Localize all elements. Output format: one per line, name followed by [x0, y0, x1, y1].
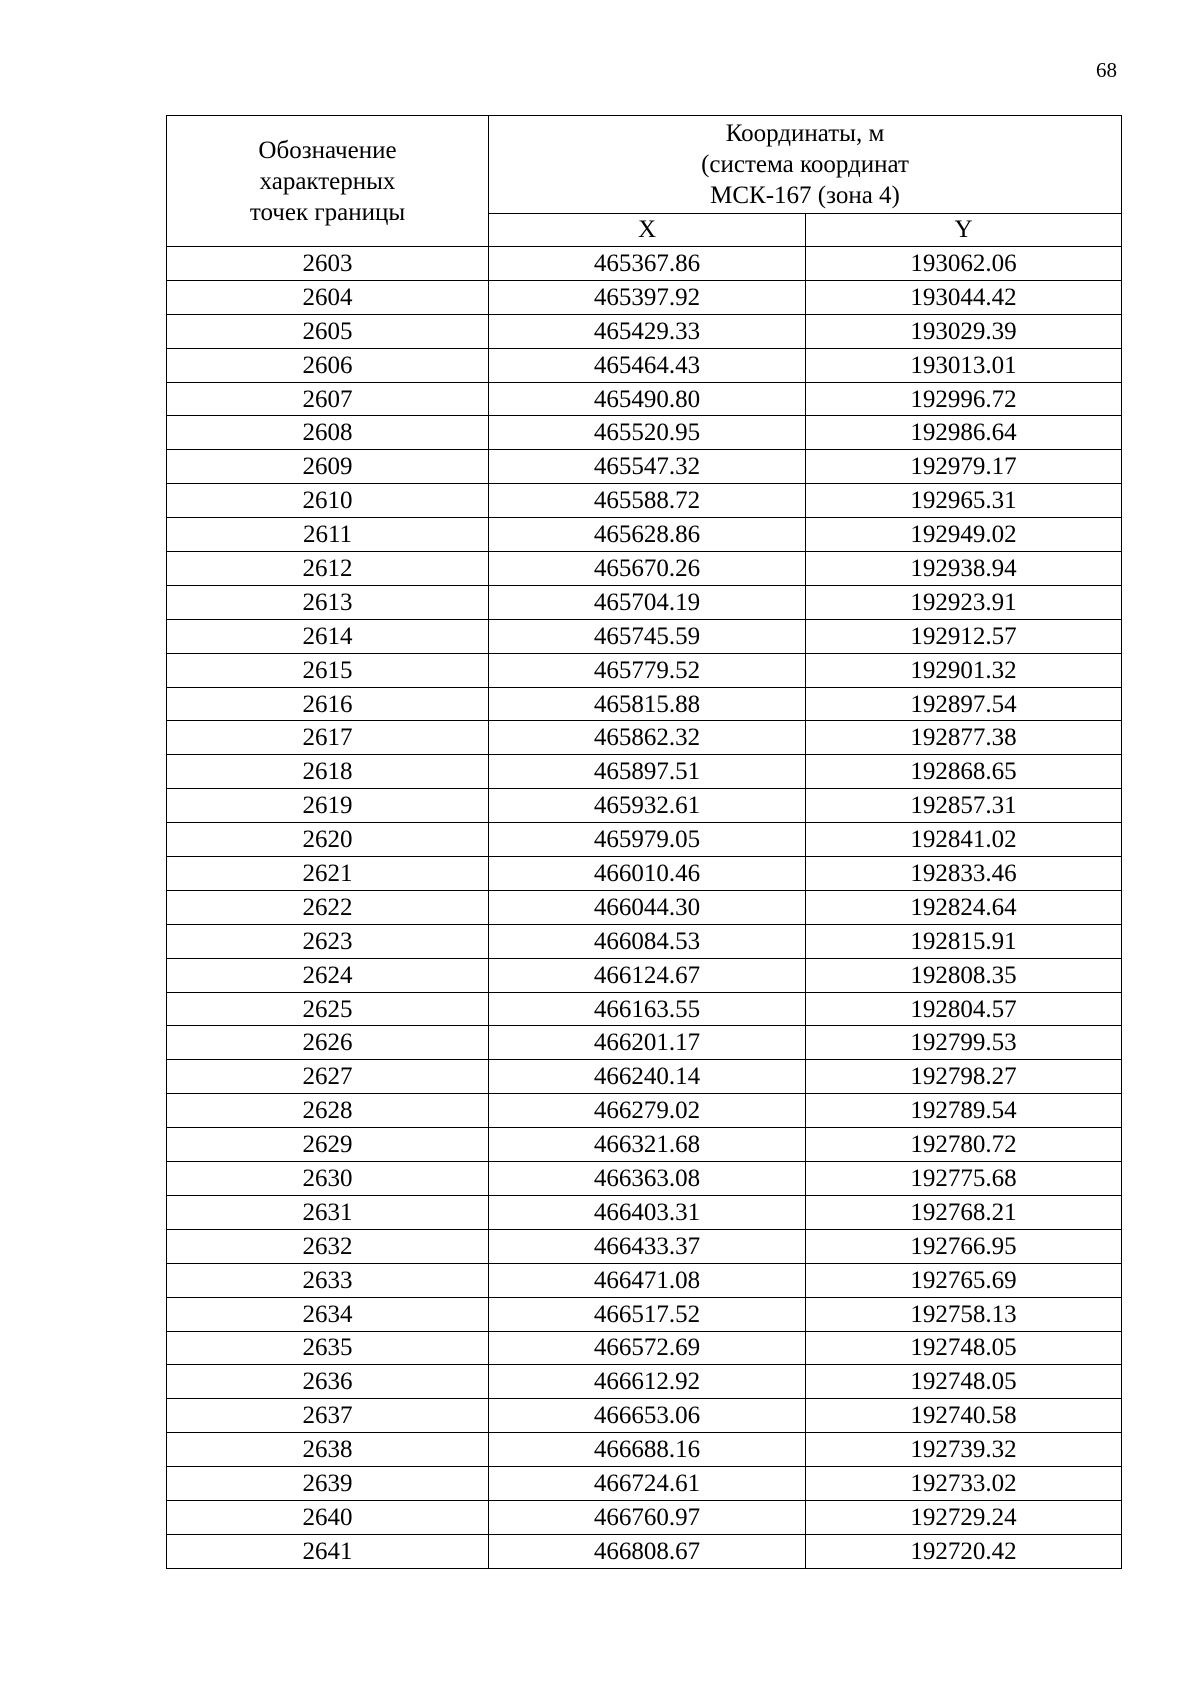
table-row — [167, 1094, 1122, 1128]
y-coordinate-cell: 192720.42 — [806, 1534, 1122, 1568]
point-number-cell: 2628 — [167, 1094, 489, 1128]
table-row — [167, 1026, 1122, 1060]
x-coordinate-cell: 465588.72 — [489, 484, 806, 518]
point-number-cell: 2610 — [167, 484, 489, 518]
y-coordinate-cell: 192808.35 — [806, 958, 1122, 992]
table-row — [167, 1433, 1122, 1467]
table-row — [167, 552, 1122, 586]
x-coordinate-cell: 465979.05 — [489, 823, 806, 857]
y-coordinate-cell: 192798.27 — [806, 1060, 1122, 1094]
x-coordinate-cell: 465397.92 — [489, 280, 806, 314]
y-coordinate-cell: 192824.64 — [806, 890, 1122, 924]
table-row — [167, 382, 1122, 416]
point-number-cell: 2623 — [167, 924, 489, 958]
table-row — [167, 619, 1122, 653]
y-coordinate-cell: 192799.53 — [806, 1026, 1122, 1060]
x-coordinate-cell: 466433.37 — [489, 1229, 806, 1263]
point-number-cell: 2620 — [167, 823, 489, 857]
point-number-cell: 2604 — [167, 280, 489, 314]
x-coordinate-cell: 466084.53 — [489, 924, 806, 958]
table-row — [167, 314, 1122, 348]
table-row — [167, 280, 1122, 314]
y-coordinate-cell: 192986.64 — [806, 416, 1122, 450]
y-coordinate-cell: 192841.02 — [806, 823, 1122, 857]
point-number-cell: 2612 — [167, 552, 489, 586]
point-number-cell: 2609 — [167, 450, 489, 484]
table-row — [167, 992, 1122, 1026]
y-coordinate-cell: 192765.69 — [806, 1263, 1122, 1297]
table-row — [167, 1534, 1122, 1568]
table-row — [167, 1162, 1122, 1196]
point-designation-header — [167, 116, 489, 247]
table-row — [167, 721, 1122, 755]
y-coordinate-cell: 192780.72 — [806, 1128, 1122, 1162]
y-coordinate-cell: 193062.06 — [806, 247, 1122, 281]
table-row — [167, 247, 1122, 281]
y-coordinate-cell: 192815.91 — [806, 924, 1122, 958]
x-coordinate-cell: 466279.02 — [489, 1094, 806, 1128]
point-number-cell: 2625 — [167, 992, 489, 1026]
point-number-cell: 2630 — [167, 1162, 489, 1196]
point-number-cell: 2603 — [167, 247, 489, 281]
x-coordinate-cell: 466403.31 — [489, 1195, 806, 1229]
x-coordinate-cell: 466760.97 — [489, 1500, 806, 1534]
point-number-cell: 2627 — [167, 1060, 489, 1094]
point-number-cell: 2617 — [167, 721, 489, 755]
table-row — [167, 1195, 1122, 1229]
y-coordinate-cell: 192897.54 — [806, 687, 1122, 721]
y-coordinate-cell: 192857.31 — [806, 789, 1122, 823]
point-number-cell: 2641 — [167, 1534, 489, 1568]
y-coordinate-cell: 192768.21 — [806, 1195, 1122, 1229]
point-number-cell: 2640 — [167, 1500, 489, 1534]
point-number-cell: 2613 — [167, 585, 489, 619]
x-coordinate-cell: 465520.95 — [489, 416, 806, 450]
y-coordinate-cell: 193013.01 — [806, 348, 1122, 382]
y-coordinate-cell: 193029.39 — [806, 314, 1122, 348]
point-header-line: точек границы — [249, 198, 406, 226]
x-coordinate-cell: 466724.61 — [489, 1467, 806, 1501]
y-coordinate-cell: 192923.91 — [806, 585, 1122, 619]
y-coordinate-cell: 192996.72 — [806, 382, 1122, 416]
point-number-cell: 2634 — [167, 1297, 489, 1331]
x-coordinate-cell: 465670.26 — [489, 552, 806, 586]
y-coordinate-cell: 192789.54 — [806, 1094, 1122, 1128]
table-row — [167, 1060, 1122, 1094]
point-number-cell: 2606 — [167, 348, 489, 382]
point-number-cell: 2636 — [167, 1365, 489, 1399]
point-number-cell: 2618 — [167, 755, 489, 789]
y-coordinate-cell: 192758.13 — [806, 1297, 1122, 1331]
x-coordinate-cell: 466363.08 — [489, 1162, 806, 1196]
y-coordinate-cell: 192979.17 — [806, 450, 1122, 484]
point-number-cell: 2632 — [167, 1229, 489, 1263]
table-row — [167, 1229, 1122, 1263]
point-number-cell: 2608 — [167, 416, 489, 450]
x-coordinate-cell: 466201.17 — [489, 1026, 806, 1060]
table-header — [167, 116, 1122, 247]
point-number-cell: 2631 — [167, 1195, 489, 1229]
y-coordinate-cell: 192748.05 — [806, 1331, 1122, 1365]
coordinates-header — [489, 116, 1122, 214]
x-coordinate-cell: 466124.67 — [489, 958, 806, 992]
x-coordinate-cell: 466044.30 — [489, 890, 806, 924]
table-row — [167, 1500, 1122, 1534]
y-coordinate-cell: 192938.94 — [806, 552, 1122, 586]
x-coordinate-cell: 465367.86 — [489, 247, 806, 281]
y-coordinate-cell: 192877.38 — [806, 721, 1122, 755]
y-coordinate-cell: 192740.58 — [806, 1399, 1122, 1433]
y-coordinate-cell: 192804.57 — [806, 992, 1122, 1026]
table-row — [167, 1399, 1122, 1433]
table-row — [167, 823, 1122, 857]
x-coordinate-cell: 465932.61 — [489, 789, 806, 823]
coords-header-line: Координаты, м — [725, 120, 885, 147]
x-coordinate-cell: 465815.88 — [489, 687, 806, 721]
table-row — [167, 755, 1122, 789]
x-coordinate-cell: 466321.68 — [489, 1128, 806, 1162]
table-row — [167, 857, 1122, 891]
point-header-line: Обозначение — [258, 136, 397, 164]
point-number-cell: 2629 — [167, 1128, 489, 1162]
table-row — [167, 1297, 1122, 1331]
x-coordinate-cell: 466517.52 — [489, 1297, 806, 1331]
x-coordinate-cell: 465464.43 — [489, 348, 806, 382]
point-number-cell: 2638 — [167, 1433, 489, 1467]
table-row — [167, 348, 1122, 382]
x-coordinate-cell: 465897.51 — [489, 755, 806, 789]
x-coordinate-cell: 465779.52 — [489, 653, 806, 687]
x-coordinate-cell: 466572.69 — [489, 1331, 806, 1365]
table-row — [167, 924, 1122, 958]
point-number-cell: 2611 — [167, 518, 489, 552]
point-number-cell: 2619 — [167, 789, 489, 823]
x-coordinate-cell: 465862.32 — [489, 721, 806, 755]
point-number-cell: 2607 — [167, 382, 489, 416]
x-coordinate-cell: 465745.59 — [489, 619, 806, 653]
table-row — [167, 1331, 1122, 1365]
y-coordinate-cell: 192901.32 — [806, 653, 1122, 687]
table-row — [167, 958, 1122, 992]
y-column-header: Y — [806, 214, 1122, 247]
point-number-cell: 2639 — [167, 1467, 489, 1501]
table-row — [167, 1365, 1122, 1399]
point-number-cell: 2621 — [167, 857, 489, 891]
page-number: 68 — [1096, 58, 1117, 82]
table-row — [167, 687, 1122, 721]
y-coordinate-cell: 192739.32 — [806, 1433, 1122, 1467]
point-number-cell: 2615 — [167, 653, 489, 687]
y-coordinate-cell: 192766.95 — [806, 1229, 1122, 1263]
y-coordinate-cell: 192733.02 — [806, 1467, 1122, 1501]
x-column-header: X — [489, 214, 806, 247]
y-coordinate-cell: 192775.68 — [806, 1162, 1122, 1196]
x-coordinate-cell: 465490.80 — [489, 382, 806, 416]
table-row — [167, 416, 1122, 450]
point-number-cell: 2637 — [167, 1399, 489, 1433]
x-coordinate-cell: 466471.08 — [489, 1263, 806, 1297]
table-body — [167, 247, 1122, 1569]
y-coordinate-cell: 192912.57 — [806, 619, 1122, 653]
table-row — [167, 1467, 1122, 1501]
y-coordinate-cell: 192965.31 — [806, 484, 1122, 518]
x-coordinate-cell: 466163.55 — [489, 992, 806, 1026]
x-coordinate-cell: 466653.06 — [489, 1399, 806, 1433]
coords-header-line: МСК-167 (зона 4) — [710, 182, 900, 209]
point-number-cell: 2622 — [167, 890, 489, 924]
x-coordinate-cell: 465547.32 — [489, 450, 806, 484]
x-coordinate-cell: 466808.67 — [489, 1534, 806, 1568]
y-coordinate-cell: 192748.05 — [806, 1365, 1122, 1399]
x-coordinate-cell: 466688.16 — [489, 1433, 806, 1467]
y-coordinate-cell: 192949.02 — [806, 518, 1122, 552]
table-row — [167, 484, 1122, 518]
x-coordinate-cell: 465704.19 — [489, 585, 806, 619]
table-row — [167, 890, 1122, 924]
point-number-cell: 2616 — [167, 687, 489, 721]
table-row — [167, 518, 1122, 552]
point-number-cell: 2605 — [167, 314, 489, 348]
y-coordinate-cell: 192833.46 — [806, 857, 1122, 891]
x-coordinate-cell: 466010.46 — [489, 857, 806, 891]
point-header-line: характерных — [259, 167, 396, 195]
coordinates-table — [166, 115, 1122, 1569]
y-coordinate-cell: 193044.42 — [806, 280, 1122, 314]
point-number-cell: 2614 — [167, 619, 489, 653]
table-row — [167, 450, 1122, 484]
y-coordinate-cell: 192729.24 — [806, 1500, 1122, 1534]
x-coordinate-cell: 465628.86 — [489, 518, 806, 552]
point-number-cell: 2626 — [167, 1026, 489, 1060]
table-row — [167, 585, 1122, 619]
table-row — [167, 1128, 1122, 1162]
x-coordinate-cell: 465429.33 — [489, 314, 806, 348]
x-coordinate-cell: 466240.14 — [489, 1060, 806, 1094]
x-coordinate-cell: 466612.92 — [489, 1365, 806, 1399]
point-number-cell: 2635 — [167, 1331, 489, 1365]
point-number-cell: 2633 — [167, 1263, 489, 1297]
coords-header-line: (система координат — [701, 151, 909, 178]
point-number-cell: 2624 — [167, 958, 489, 992]
table-row — [167, 789, 1122, 823]
y-coordinate-cell: 192868.65 — [806, 755, 1122, 789]
table-row — [167, 1263, 1122, 1297]
table-row — [167, 653, 1122, 687]
